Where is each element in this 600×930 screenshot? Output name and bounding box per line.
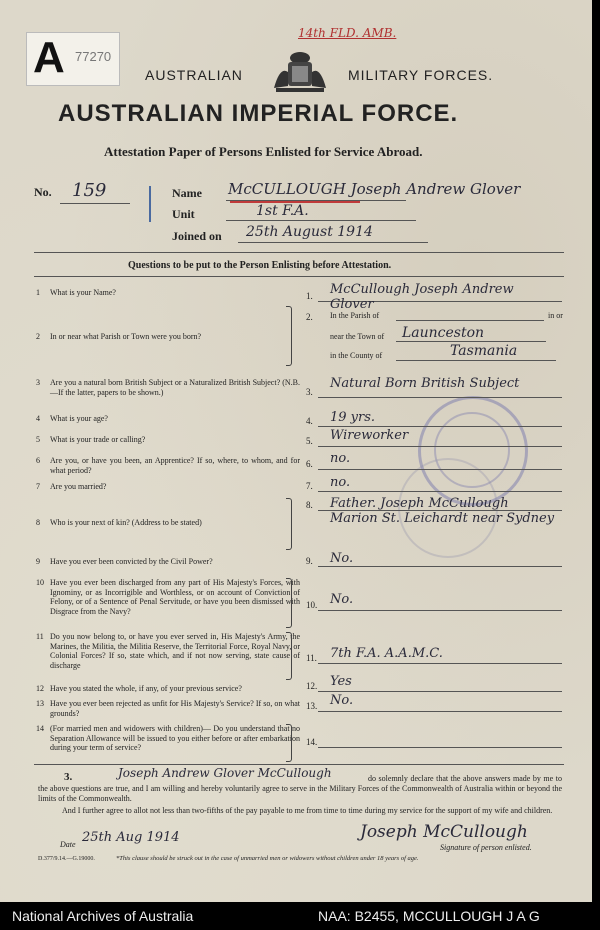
stamp-number: 77270 (75, 49, 112, 64)
answer-line (318, 711, 562, 712)
answer-value: Natural Born British Subject (330, 376, 520, 391)
stamp-letter: A (33, 33, 65, 82)
question-number: 6 (36, 456, 40, 465)
unit-value: 1st F.A. (256, 203, 309, 219)
question-text: What is your Name? (50, 288, 116, 297)
county-label: in the County of (330, 351, 383, 360)
question-number: 13 (36, 699, 44, 708)
joined-value: 25th August 1914 (246, 224, 373, 240)
question-text: What is your trade or calling? (50, 435, 146, 444)
heading-divider (34, 276, 564, 277)
answer-value: No. (330, 592, 354, 607)
county-line (396, 360, 556, 361)
declaration-text: do solemnly declare that the above answers made by me to the above questions are true, and I am willing and hereby voluntarily agree to serve in the Military Forces of the Commonwealth of Australia within or beyond the limits of the Commonwealth. (38, 774, 562, 803)
town-value: Launceston (402, 325, 485, 341)
answer-value: No. (330, 693, 354, 708)
question-brace (286, 632, 292, 680)
archive-stamp (26, 32, 120, 86)
question-brace (286, 498, 292, 550)
answer-number: 10. (306, 600, 318, 610)
town-label: near the Town of (330, 332, 385, 341)
footer-right: NAA: B2455, MCCULLOUGH J A G (318, 908, 540, 924)
answer-number: 3. (306, 387, 313, 397)
question-number: 8 (36, 518, 40, 527)
answer-value: no. (330, 451, 351, 466)
joined-label: Joined on (172, 229, 222, 243)
county-value: Tasmania (450, 343, 518, 359)
question-text: Have you ever been convicted by the Civil Power? (50, 557, 213, 566)
answer-line (318, 469, 562, 470)
answer-line (318, 691, 562, 692)
footnote: *This clause should be struck out in the case of unmarried men or widowers without children under 18 years of age. (116, 855, 419, 862)
question-number: 10 (36, 578, 44, 587)
question-text: What is your age? (50, 414, 108, 423)
question-text: Do you now belong to, or have you ever served in, His Majesty's Army, the Marines, the Militia, the Militia Reserve, the Territorial Force, Royal Navy, or Colonial Forces? If so, state which, and if not now serving, state cause of discharge (50, 632, 300, 670)
answer-number: 7. (306, 481, 313, 491)
question-number: 11 (36, 632, 44, 641)
form-code: D.377/9.14.—G.19000. (38, 856, 95, 862)
question-text: Have you ever been rejected as unfit for His Majesty's Service? If so, on what grounds? (50, 699, 300, 718)
question-text: Have you ever been discharged from any part of His Majesty's Forces, with Ignominy, or as Incorrigible and Worthless, or on account of Conviction of Felony, or of a Sentence of Penal Servitude, or have you been dismissed with Disgrace from the Navy? (50, 578, 300, 616)
page-title: AUSTRALIAN IMPERIAL FORCE. (58, 100, 459, 127)
answer-value: Wireworker (330, 428, 409, 443)
answer-value: McCullough Joseph Andrew Glover (330, 282, 514, 312)
question-text: Are you, or have you been, an Apprentice? If so, where, to whom, and for what period? (50, 456, 300, 475)
answer-value: Yes (330, 674, 352, 689)
answer-line (318, 426, 562, 427)
date-label: Date (60, 840, 76, 849)
signature-label: Signature of person enlisted. (440, 843, 532, 852)
answer-value: 7th F.A. A.A.M.C. (330, 646, 443, 661)
answer-line (318, 491, 562, 492)
signature: Joseph McCullough (360, 822, 528, 842)
answer-line (318, 566, 562, 567)
answer-number: 14. (306, 737, 318, 747)
question-brace (286, 724, 292, 762)
unit-annotation: 14th FLD. AMB. (298, 26, 397, 40)
answer-value: Father. Joseph McCullough Marion St. Leichardt near Sydney (330, 496, 555, 526)
allotment-text: And I further agree to allot not less than two-fifths of the pay payable to me from time to time during my service for the support of my wife and children. (62, 806, 553, 815)
no-label: No. (34, 185, 52, 199)
answer-number: 1. (306, 291, 313, 301)
question-number: 1 (36, 288, 40, 297)
answer-line (318, 663, 562, 664)
date-value: 25th Aug 1914 (82, 830, 180, 845)
answer-number: 11. (306, 653, 317, 663)
question-text: (For married men and widowers with children)— Do you understand that no Separation Allowance will be issued to you either before or after embarkation during your term of service? (50, 724, 300, 752)
question-text: Are you married? (50, 482, 107, 491)
question-number: 9 (36, 557, 40, 566)
parish-line (396, 320, 544, 321)
question-text: Have you stated the whole, if any, of your previous service? (50, 684, 242, 693)
question-number: 7 (36, 482, 40, 491)
footer-left: National Archives of Australia (12, 908, 194, 924)
unit-label: Unit (172, 207, 195, 221)
town-line (396, 341, 546, 342)
answer-value: No. (330, 551, 354, 566)
answer-number: 4. (306, 416, 313, 426)
declaration-name: Joseph Andrew Glover McCullough (118, 766, 332, 780)
header-left: AUSTRALIAN (145, 67, 243, 83)
question-number: 3 (36, 378, 40, 387)
no-line (60, 203, 130, 204)
question-brace (286, 578, 292, 628)
coat-of-arms-icon (266, 48, 334, 94)
page-subtitle: Attestation Paper of Persons Enlisted for Service Abroad. (104, 144, 423, 159)
parish-label: In the Parish of (330, 311, 380, 320)
declaration-divider (34, 764, 564, 765)
question-number: 4 (36, 414, 40, 423)
no-value: 159 (72, 180, 107, 201)
answer-line (318, 397, 562, 398)
answer-number: 8. (306, 500, 313, 510)
declaration-num: 3. (64, 771, 73, 783)
answer-number: 9. (306, 556, 313, 566)
answer-line (318, 446, 562, 447)
name-label: Name (172, 186, 202, 200)
questions-heading: Questions to be put to the Person Enlisting before Attestation. (128, 260, 392, 271)
header-divider (34, 252, 564, 253)
question-number: 2 (36, 332, 40, 341)
question-brace (286, 306, 292, 366)
answer-number: 5. (306, 436, 313, 446)
answer-value: 19 yrs. (330, 410, 376, 425)
question-number: 5 (36, 435, 40, 444)
answer-number: 6. (306, 459, 313, 469)
answer-value: no. (330, 475, 351, 490)
question-text: Are you a natural born British Subject or a Naturalized British Subject? (N.B.—If the latter, papers to be shown.) (50, 378, 300, 397)
question-number: 14 (36, 724, 44, 733)
vertical-mark (149, 186, 151, 222)
name-value: McCULLOUGH Joseph Andrew Glover (228, 180, 521, 198)
answer-number: 2. (306, 312, 313, 322)
question-number: 12 (36, 684, 44, 693)
question-text: In or near what Parish or Town were you born? (50, 332, 202, 341)
header-right: MILITARY FORCES. (348, 67, 494, 83)
answer-line (318, 747, 562, 748)
answer-line (318, 610, 562, 611)
answer-number: 12. (306, 681, 318, 691)
joined-line (238, 242, 428, 243)
question-text: Who is your next of kin? (Address to be stated) (50, 518, 202, 527)
unit-line (226, 220, 416, 221)
archive-footer (0, 902, 600, 930)
parish-suffix: in or (548, 311, 563, 320)
answer-number: 13. (306, 701, 318, 711)
